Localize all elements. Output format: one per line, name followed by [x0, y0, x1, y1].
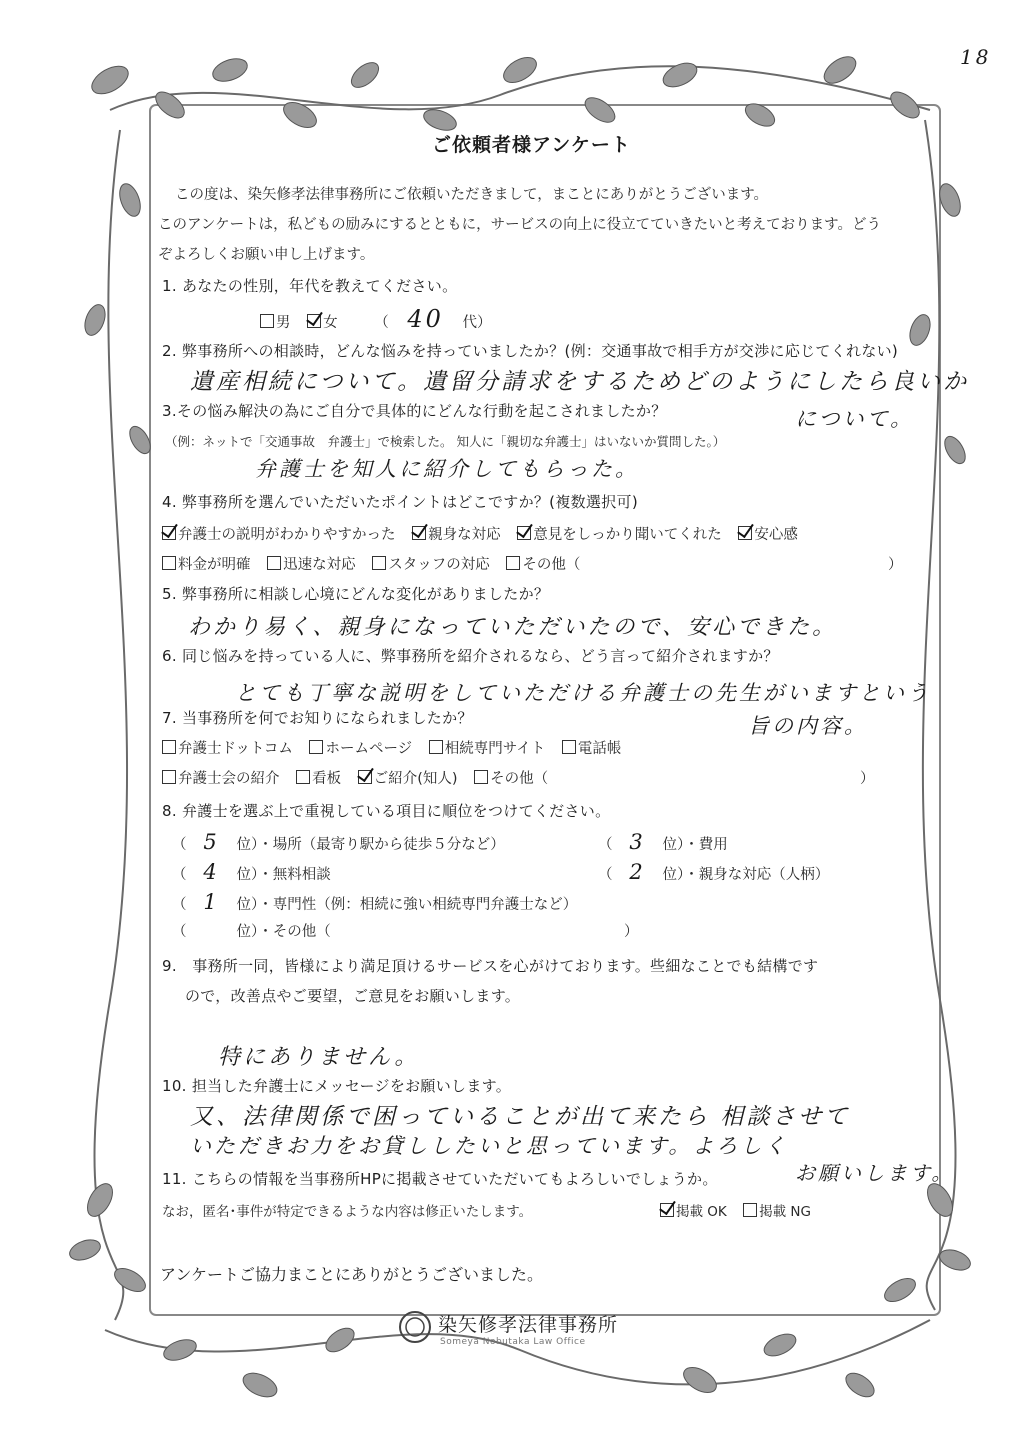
q10-answer-line-2: いただきお力をお貸ししたいと思っています。よろしく: [190, 1134, 789, 1158]
firm-logo: [398, 1310, 432, 1348]
q6-answer-line-2: 旨の内容。: [748, 714, 868, 738]
q1-age: 40: [407, 305, 444, 333]
q4-option[interactable]: 意見をしっかり聞いてくれた: [517, 523, 722, 544]
checkbox-checked[interactable]: [307, 314, 321, 328]
q4-option[interactable]: スタッフの対応: [372, 553, 490, 574]
q8-label: 8. 弁護士を選ぶ上で重視している項目に順位をつけてください。: [162, 802, 611, 820]
q7-option[interactable]: 弁護士ドットコム: [162, 737, 293, 758]
q8-rank-value: 5: [203, 830, 220, 854]
q10-label: 10. 担当した弁護士にメッセージをお願いします。: [162, 1077, 512, 1095]
q4-options-row-1: [162, 523, 810, 544]
checkbox-checked[interactable]: [358, 770, 372, 784]
q4-option[interactable]: 迅速な対応: [267, 553, 356, 574]
checkbox[interactable]: [309, 740, 323, 754]
q1-options: 男 女 （ 40 代）: [260, 305, 491, 333]
checkbox[interactable]: [162, 770, 176, 784]
firm-name: 染矢修孝法律事務所: [438, 1314, 619, 1336]
q5-answer: わかり易く、親身になっていただいたので、安心できた。: [188, 615, 838, 640]
intro-line-1: この度は、染矢修孝法律事務所にご依頼いただきまして，まことにありがとうございます。: [175, 187, 769, 203]
q8-rank-row: （ 位）・その他（: [172, 924, 331, 940]
checkbox[interactable]: [743, 1203, 757, 1217]
q4-options-row-2: [162, 553, 592, 574]
q1-option-male[interactable]: 男: [260, 311, 291, 332]
q5-label: 5. 弊事務所に相談し心境にどんな変化がありましたか？: [162, 585, 550, 603]
q4-option[interactable]: 料金が明確: [162, 553, 251, 574]
q2-answer-line-2: について。: [795, 407, 915, 431]
q7-other-close: ）: [860, 771, 875, 787]
q9-answer: 特にありません。: [218, 1045, 420, 1070]
checkbox[interactable]: [296, 770, 310, 784]
page-number: 18: [960, 45, 992, 69]
q8-rank-value: 1: [203, 890, 220, 914]
q8-other-close: ）: [624, 924, 639, 940]
q9-label-line-1: 9. 事務所一同，皆様により満足頂けるサービスを心がけております。些細なことでも結構です: [162, 957, 819, 975]
q7-option[interactable]: ご紹介(知人): [358, 767, 458, 788]
q7-options-row-1: [162, 737, 633, 758]
q7-option[interactable]: 相続専門サイト: [429, 737, 545, 758]
checkbox[interactable]: [260, 314, 274, 328]
checkbox-checked[interactable]: [162, 526, 176, 540]
q11-option-ng[interactable]: 掲載 NG: [743, 1200, 811, 1220]
q7-option[interactable]: 看板: [296, 767, 341, 788]
firm-seal-icon: [398, 1310, 432, 1344]
checkbox[interactable]: [267, 556, 281, 570]
q10-answer-line-3: お願いします。: [795, 1161, 955, 1185]
q8-rank-value: 2: [629, 860, 646, 884]
intro-line-3: ぞよろしくお願い申し上げます。: [158, 247, 375, 263]
q4-option[interactable]: その他（: [506, 553, 580, 574]
q8-rank-row: （ 2 位）・親身な対応（人柄）: [598, 860, 830, 884]
checkbox-checked[interactable]: [412, 526, 426, 540]
checkbox-checked[interactable]: [738, 526, 752, 540]
checkbox[interactable]: [562, 740, 576, 754]
q7-option[interactable]: ホームページ: [309, 737, 412, 758]
q2-answer-line-1: 遺産相続について。遺留分請求をするためどのようにしたら良いか: [190, 369, 970, 395]
intro-line-2: このアンケートは，私どもの励みにするとともに，サービスの向上に役立てていきたいと考えております。どう: [158, 217, 881, 233]
q8-rank-row: （ 5 位）・場所（最寄り駅から徒歩５分など）: [172, 830, 505, 854]
q7-option[interactable]: 弁護士会の紹介: [162, 767, 280, 788]
checkbox[interactable]: [162, 740, 176, 754]
checkbox[interactable]: [162, 556, 176, 570]
q8-rank-row: （ 1 位）・専門性（例：相続に強い相続専門弁護士など）: [172, 890, 578, 914]
checkbox-checked[interactable]: [517, 526, 531, 540]
q9-label-line-2: ので，改善点やご要望，ご意見をお願いします。: [185, 987, 521, 1005]
q6-answer-line-1: とても丁寧な説明をしていただける弁護士の先生がいますという: [235, 681, 931, 705]
q11-label: 11. こちらの情報を当事務所HPに掲載させていただいてもよろしいでしょうか。: [162, 1170, 718, 1188]
q3-label: 3.その悩み解決の為にご自分で具体的にどんな行動を起こされましたか？: [162, 402, 667, 420]
q3-answer: 弁護士を知人に紹介してもらった。: [255, 457, 639, 481]
checkbox[interactable]: [474, 770, 488, 784]
q7-label: 7. 当事務所を何でお知りになられましたか？: [162, 709, 473, 727]
q7-option[interactable]: その他（: [474, 767, 548, 788]
q1-label: 1. あなたの性別，年代を教えてください。: [162, 277, 458, 295]
q8-rank-row: （ 3 位）・費用: [598, 830, 728, 854]
q11-options: [660, 1200, 823, 1220]
q4-option[interactable]: 安心感: [738, 523, 798, 544]
q1-option-female[interactable]: 女: [307, 311, 338, 332]
q4-option[interactable]: 弁護士の説明がわかりやすかった: [162, 523, 396, 544]
checkbox[interactable]: [372, 556, 386, 570]
q7-options-row-2: [162, 767, 560, 788]
q4-label: 4. 弊事務所を選んでいただいたポイントはどこですか？(複数選択可): [162, 493, 638, 511]
q11-note: なお，匿名･事件が特定できるような内容は修正いたします。: [162, 1204, 533, 1220]
q4-other-close: ）: [888, 557, 903, 573]
q6-label: 6. 同じ悩みを持っている人に、弊事務所を紹介されるなら、どう言って紹介されますか？: [162, 647, 779, 665]
q8-rank-row: （ 4 位）・無料相談: [172, 860, 331, 884]
q10-answer-line-1: 又、法律関係で困っていることが出て来たら 相談させて: [190, 1104, 851, 1130]
q8-rank-value: 3: [629, 830, 646, 854]
page-title: ご依頼者様アンケート: [432, 134, 631, 156]
q4-option[interactable]: 親身な対応: [412, 523, 501, 544]
checkbox[interactable]: [506, 556, 520, 570]
closing-message: アンケートご協力まことにありがとうございました。: [160, 1265, 544, 1284]
firm-name-en: Someya Nobutaka Law Office: [440, 1337, 586, 1347]
checkbox-checked[interactable]: [660, 1203, 674, 1217]
q3-example: （例：ネットで「交通事故 弁護士」で検索した。 知人に「親切な弁護士」はいないか質問した。）: [165, 434, 726, 449]
q8-rank-value: 4: [203, 860, 220, 884]
q2-label: 2. 弊事務所への相談時，どんな悩みを持っていましたか？(例：交通事故で相手方が交渉に応じてくれない): [162, 342, 899, 360]
q7-option[interactable]: 電話帳: [562, 737, 622, 758]
q11-option-ok[interactable]: 掲載 OK: [660, 1200, 727, 1220]
checkbox[interactable]: [429, 740, 443, 754]
